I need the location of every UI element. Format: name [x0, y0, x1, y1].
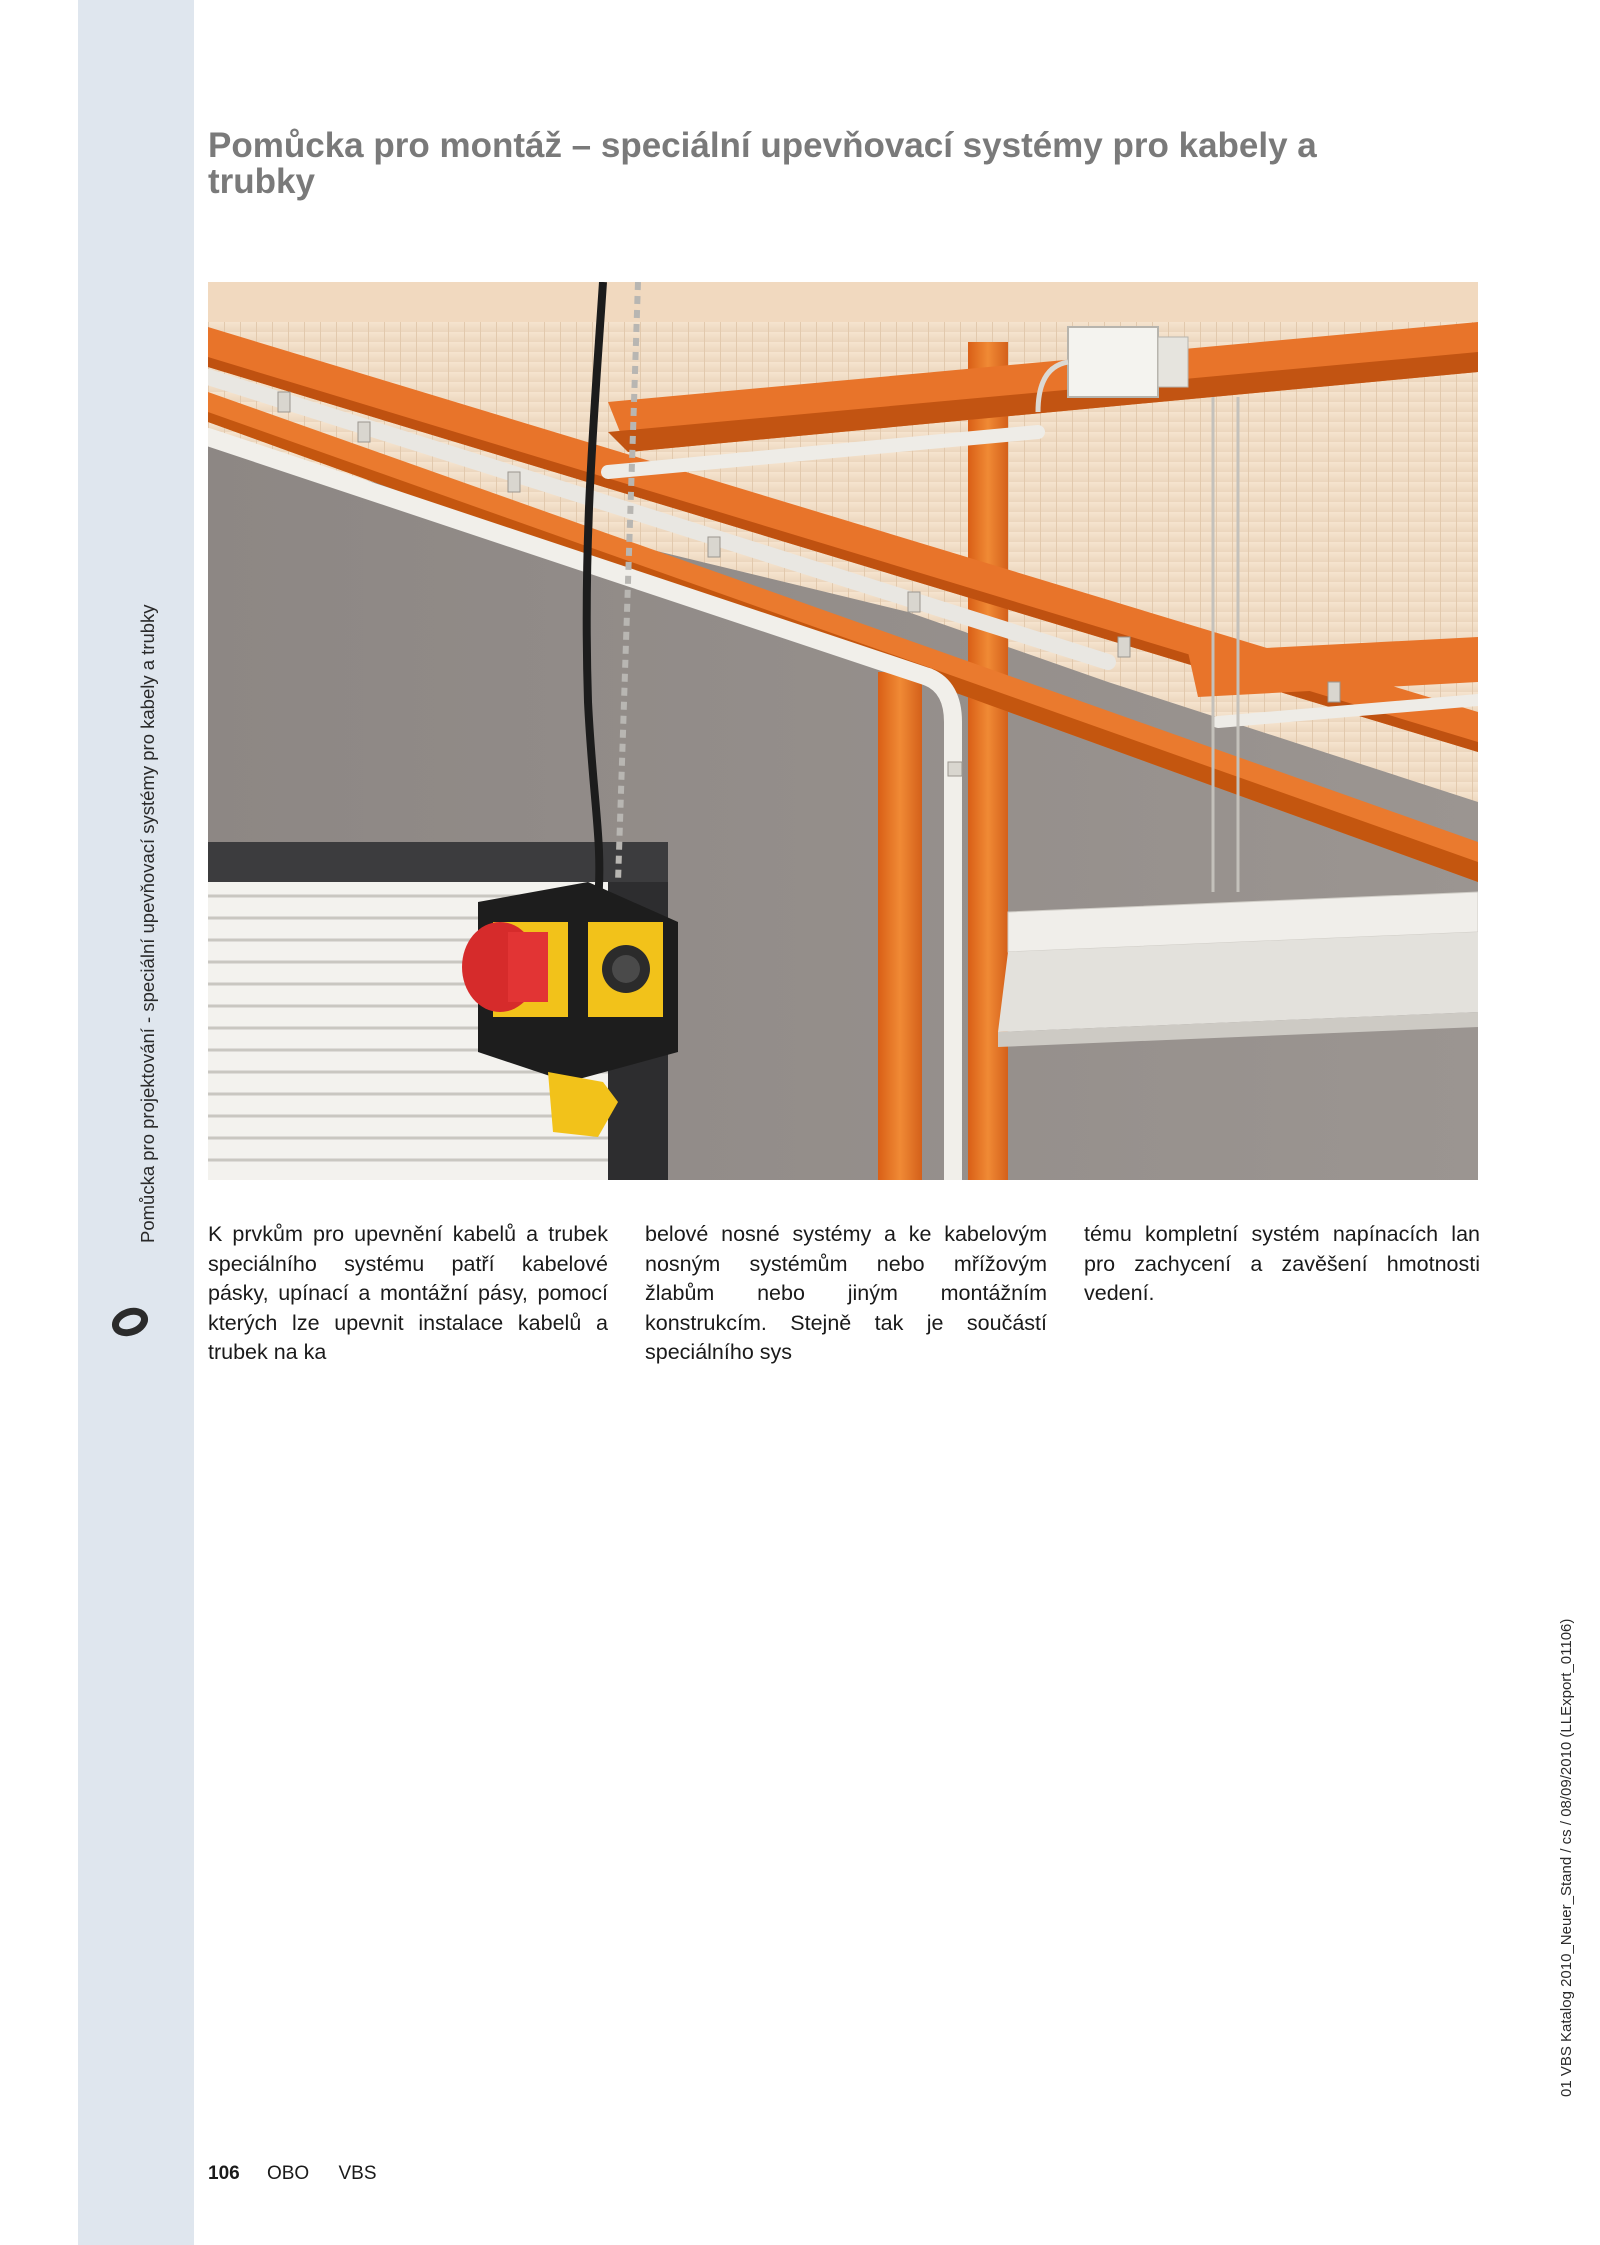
footer-section: VBS — [338, 2163, 377, 2184]
body-text-column-1: K prvkům pro upevnění kabelů a trubek speciálního systému patří kabelové pásky, upínací a montážní pásy, pomocí kterých lze upevnit instalace kabelů a trubek na ka — [208, 1222, 608, 1364]
installation-illustration — [208, 282, 1478, 1180]
page-number: 106 — [208, 2163, 240, 2184]
catalog-export-id: 01 VBS Katalog 2010_Neuer_Stand / cs / 08/09/2010 (LLExport_01106) — [1558, 1618, 1575, 2097]
body-text-column-2: belové nosné systémy a ke kabelovým nosným systémům nebo mřížovým žlabům nebo jiným montážním konstrukcím. Stejně tak je součástí speciálního sys — [645, 1222, 1047, 1364]
obo-logo-icon — [110, 1305, 150, 1339]
page-footer — [208, 2163, 377, 2185]
body-text-column-3: tému kompletní systém napínacích lan pro zachycení a zavěšení hmotnosti vedení. — [1084, 1222, 1480, 1305]
side-strip — [78, 0, 194, 2245]
side-section-label: Pomůcka pro projektování - speciální upevňovací systémy pro kabely a trubky — [137, 604, 158, 1243]
footer-brand: OBO — [266, 2163, 310, 2184]
page-title: Pomůcka pro montáž – speciální upevňovací systémy pro kabely a trubky — [208, 126, 1317, 201]
